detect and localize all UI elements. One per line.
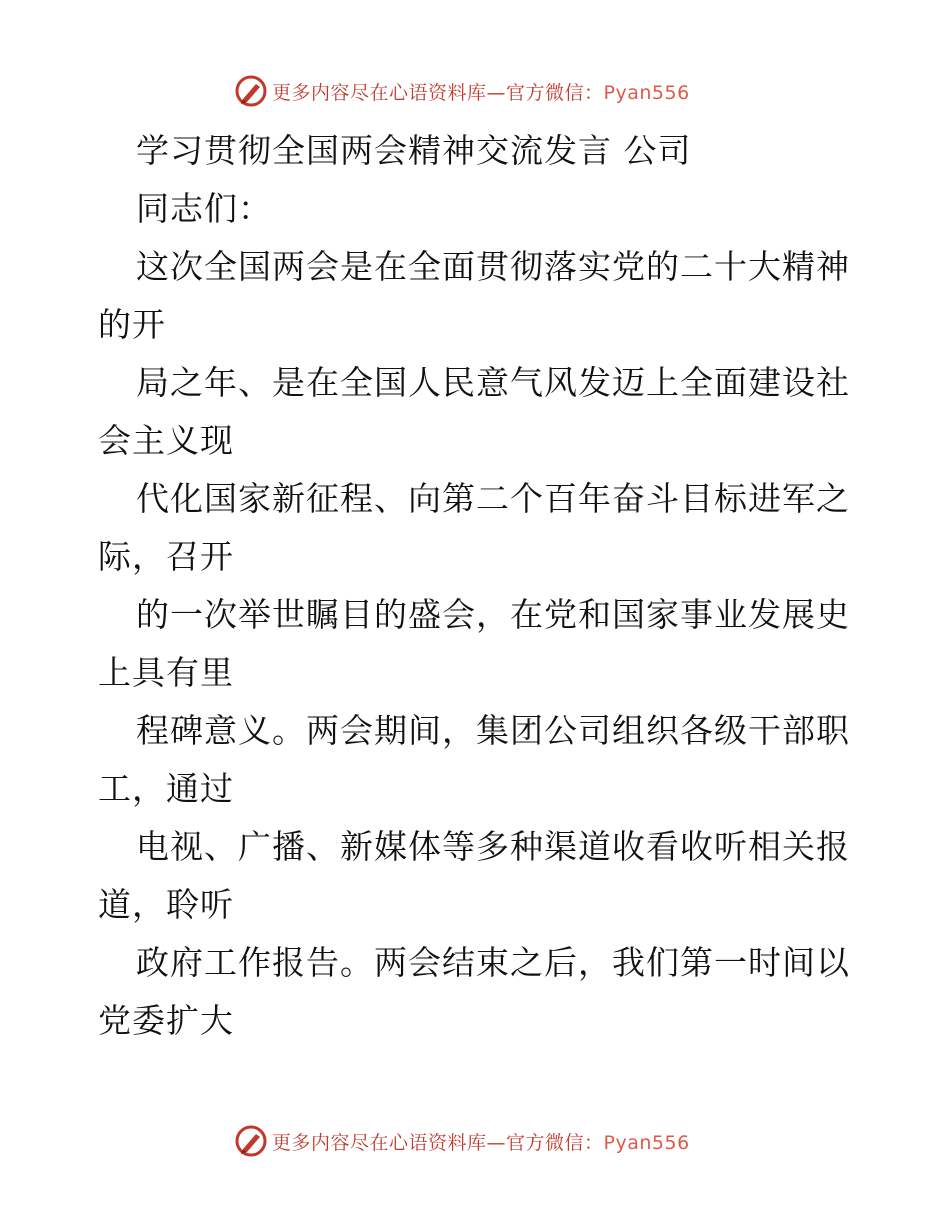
paragraph-line: 这次全国两会是在全面贯彻落实党的二十大精神 [136,247,850,286]
pen-logo-icon [234,74,268,108]
paragraph-line: 会主义现 [98,421,234,460]
paragraph-line: 际，召开 [98,537,234,576]
pen-logo-icon [234,1124,268,1158]
paragraph-line: 程碑意义。两会期间，集团公司组织各级干部职 [136,711,850,750]
paragraph-line: 工，通过 [98,769,234,808]
paragraph-line: 上具有里 [98,653,234,692]
paragraph-line: 的开 [98,305,166,344]
document-greeting: 同志们： [136,189,272,228]
document-body [98,122,858,1050]
header-watermark [234,71,690,111]
paragraph-line: 局之年、是在全国人民意气风发迈上全面建设社 [136,363,850,402]
watermark-text: 更多内容尽在心语资料库—官方微信：Pyan556 [272,1131,690,1154]
paragraph-line: 政府工作报告。两会结束之后，我们第一时间以 [136,943,850,982]
paragraph-line: 道，聆听 [98,885,234,924]
watermark-text: 更多内容尽在心语资料库—官方微信：Pyan556 [272,81,690,104]
paragraph-line: 党委扩大 [98,1001,234,1040]
paragraph-line: 的一次举世瞩目的盛会，在党和国家事业发展史 [136,595,850,634]
footer-watermark [234,1121,690,1161]
document-title: 学习贯彻全国两会精神交流发言 公司 [136,131,692,170]
paragraph-line: 代化国家新征程、向第二个百年奋斗目标进军之 [136,479,850,518]
paragraph-line: 电视、广播、新媒体等多种渠道收看收听相关报 [136,827,850,866]
